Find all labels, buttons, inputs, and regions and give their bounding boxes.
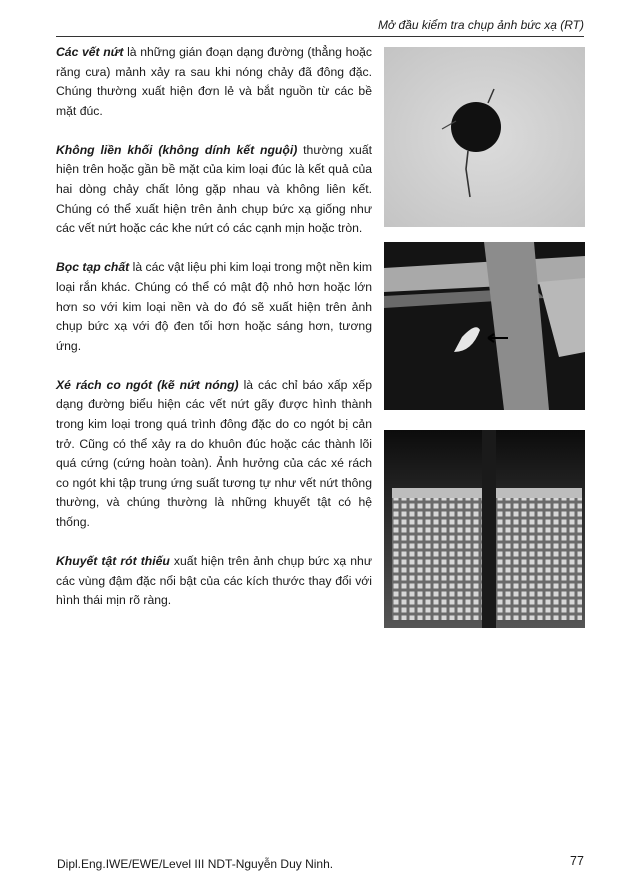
paragraph-cracks xyxy=(56,43,372,121)
desc-misrun: xuất hiện trên ảnh chụp bức xạ như các vùng đậm đặc nổi bật của các kích thước thay đổi với hình thái mịn rõ ràng. xyxy=(56,554,372,608)
term-inclusions: Bọc tạp chất xyxy=(56,260,130,275)
desc-inclusions: là các vật liệu phi kim loại trong một nền kim loại rắn khác. Chúng có thể có mật độ nhỏ hơn hoặc lớn hơn so với kim loại nền và do đó sẽ xuất hiện trên ảnh chụp bức xạ với độ đen tối hơn hoặc sáng hơn, tương ứng. xyxy=(56,260,372,353)
paragraph-hot-tears xyxy=(56,376,372,533)
term-cracks: Các vết nứt xyxy=(56,45,124,59)
desc-cold-shut: thường xuất hiện trên hoặc gần bề mặt của kim loại đúc là kết quả của hai dòng chảy chất lỏng gặp nhau và không liên kết. Chúng có thể xuất hiện trên ảnh chụp bức xạ giống như các vết nứt hoặc các khe nứt có các cạnh mịn hoặc tròn. xyxy=(56,142,372,236)
radiograph-inclusion-image xyxy=(384,242,585,410)
term-misrun: Khuyết tật rót thiếu xyxy=(56,554,170,569)
body-text xyxy=(56,43,372,630)
paragraph-inclusions xyxy=(56,258,372,356)
term-cold-shut: Không liền khối (không dính kết nguội) xyxy=(56,142,298,157)
radiograph-cold-shut-image xyxy=(384,47,585,227)
radiograph-misrun-grid-image xyxy=(384,430,585,628)
desc-cracks: là những gián đoạn dạng đường (thẳng hoặc răng cưa) mảnh xảy ra sau khi nóng chảy đã đông đặc. Chúng thường xuất hiện đơn lẻ và bắt nguồn từ các bề mặt đúc. xyxy=(56,45,372,118)
desc-hot-tears: là các chỉ báo xấp xếp dạng đường biểu hiện các vết nứt gãy được hình thành trong kim loại trong quá trình đông đặc do co ngót bị cản trở. Cũng có thể xảy ra do khuôn đúc hoặc các thành lõi quá cứng (cứng hoàn toàn). Ảnh hưởng của các xé rách co ngót khi tập trung ứng suất tương tự như vết nứt thông thường, và chúng thường là những khuyết tật có hệ thống. xyxy=(56,377,372,529)
paragraph-cold-shut xyxy=(56,141,372,239)
page-number: 77 xyxy=(570,854,584,868)
term-hot-tears: Xé rách co ngót (kẽ nứt nóng) xyxy=(56,377,239,392)
footer-author: Dipl.Eng.IWE/EWE/Level III NDT-Nguyễn Duy Ninh. xyxy=(57,857,334,871)
running-header xyxy=(56,18,584,37)
paragraph-misrun xyxy=(56,552,372,611)
header-title: Mở đầu kiểm tra chụp ảnh bức xạ (RT) xyxy=(377,18,584,32)
